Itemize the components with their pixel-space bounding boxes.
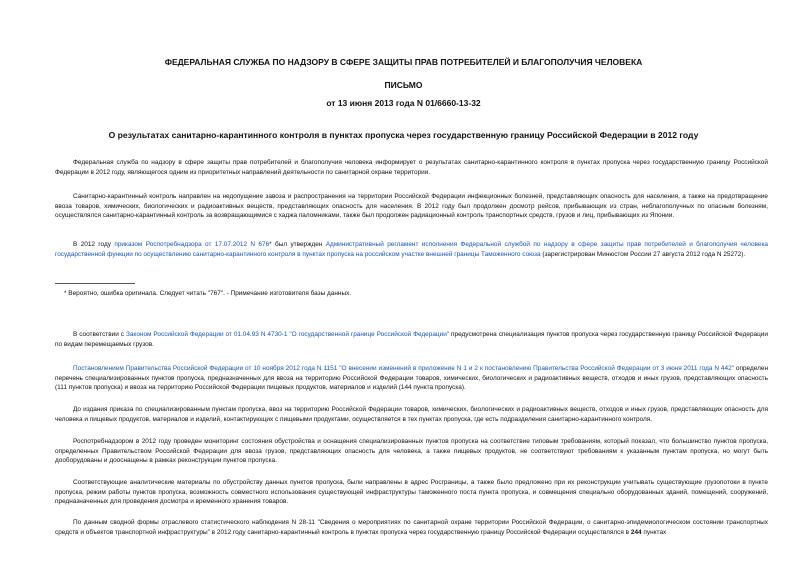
border-law-link[interactable]: Законом Российской Федерации от 01.04.93 N 4730-1 "О государственной границе Российской Федерации" <box>125 331 450 338</box>
paragraph-border-law <box>55 330 768 349</box>
footnote: * Вероятно, ошибка оригинала. Следует читать "767". - Примечание изготовителя базы данных. <box>64 290 352 297</box>
paragraph-text: (зарегистрирован Минюстом России 27 августа 2012 года N 25272). <box>540 250 746 258</box>
footnote-divider <box>55 283 135 284</box>
order-676-link[interactable]: приказом Роспотребнадзора от 17.07.2012 N 676 <box>114 241 270 248</box>
document-date-number: от 13 июня 2013 года N 01/6660-13-32 <box>326 98 481 108</box>
document-title: О результатах санитарно-карантинного контроля в пунктах пропуска через государственную границу Российской Федерации в 2012 году <box>108 130 699 140</box>
document-type: ПИСЬМО <box>384 80 423 90</box>
agency-heading: ФЕДЕРАЛЬНАЯ СЛУЖБА ПО НАДЗОРУ В СФЕРЕ ЗАЩИТЫ ПРАВ ПОТРЕБИТЕЛЕЙ И БЛАГОПОЛУЧИЯ ЧЕЛОВЕКА <box>164 57 643 67</box>
paragraph-text: определен перечень специализированных пунктов пропуска, предназначенных для ввоза на территорию Российской Федерации товаров, химических, биологических и радиоактивных веществ, отходов и иных грузов, представляющих опасность (111 пунктов пропуска) и ввоза на территорию Российской Федерации пищевых продуктов, материалов и изделий (144 пункта пропуска). <box>55 365 769 392</box>
decree-1151-link[interactable]: Постановлением Правительства Российской Федерации от 10 ноября 2012 года N 1151 "О внесении изменений в приложение N 1 и 2 к постановлению Правительства Российской Федерации от 3 июня 2011 года N 442" <box>73 365 734 372</box>
paragraph-text: В соответствии с <box>73 331 126 338</box>
paragraph-analytics: Соответствующие аналитические материалы по обустройству данных пунктов пропуска, были направлены в адрес Росграницы, а также было предложено при их реконструкции учитывать существующие грузопотоки в пункте пропуска, режим работы пунктов пропуска, возможность совместного использования существующей инфраструктуры таможенного поста пункта пропуска, и совмещения специально оборудованных зданий, помещений, сооружений, предназначенных для проведения досмотра и временного хранения товаров. <box>55 479 768 506</box>
checkpoint-count: 244 <box>630 528 642 536</box>
paragraph-control-purpose: Санитарно-карантинный контроль направлен на недопущение завоза и распространения на территории Российской Федерации инфекционных болезней, представляющих опасность для населения, а также на предотвращение ввоза товаров, химических, биологических и радиоактивных веществ, представляющих опасность для населения. В 2012 году был продолжен досмотр рейсов, прибывающих из стран, неблагополучных по опасным болезням, осуществлялся санитарно-карантинный контроль за возвращающимися с хаджа паломниками, также был продолжен радиационный контроль транспортных средств, грузов и лиц, прибывающих из Японии. <box>55 193 768 220</box>
paragraph-monitoring: Роспотребнадзором в 2012 году проведен мониторинг состояния обустройства и оснащения специализированных пунктов пропуска на соответствие типовым требованиям, который показал, что большинство пунктов пропуска, определенных Правительством Российской Федерации для ввоза грузов, представляющих опасность для человека, а также пищевых продуктов, не соответствуют требованиям к указанным пунктам пропуска, но могут быть дооборудованы и дооснащены в рамках реконструкции пунктов пропуска. <box>55 438 768 465</box>
paragraph-intro: Федеральная служба по надзору в сфере защиты прав потребителей и благополучия человека информирует о результатах санитарно-карантинного контроля в пунктах пропуска через государственную границу Российской Федерации в 2012 году, являющегося одним из приоритетных направлений деятельности по санитарной охране территории. <box>55 159 768 176</box>
paragraph-text: В 2012 году <box>73 241 115 248</box>
paragraph-text: * был утвержден <box>269 241 326 248</box>
paragraph-government-decree <box>55 364 768 393</box>
paragraph-regulation <box>55 240 768 259</box>
paragraph-text: предусмотрена специализация пунктов пропуска через государственную границу Российской Федерации по видам перемещаемых грузов. <box>55 331 768 348</box>
paragraph-before-order: До издания приказа по специализированным пунктам пропуска, ввоз на территорию Российской Федерации товаров, химических, биологических и радиоактивных веществ, отходов и иных грузов, представляющих опасность для человека и пищевых продуктов, материалов и изделий, контактирующих с пищевыми продуктами, осуществляется в тех пунктах пропуска, где есть подразделения санитарно-карантинного контроля. <box>55 406 768 423</box>
paragraph-text: По данным сводной формы отраслевого статистического наблюдения N 28-11 "Сведения о мероприятиях по санитарной охране территории Российской Федерации, о санитарно-эпидемиологическом состоянии транспортных средств и объектов транспортной инфраструктуры" в 2012 году санитарно-карантинный контроль в пунктах пропуска через государственную границу Российской Федерации осуществлялся в <box>55 519 768 536</box>
paragraph-text: пунктах <box>641 528 667 536</box>
admin-regulation-link[interactable]: Административный регламент исполнения Федеральной службой по надзору в сфере защиты прав потребителей и благополучия человека государственной функции по осуществлению санитарно-карантинного контроля в пунктах пропуска на российском участке внешней границы Таможенного союза <box>55 241 768 258</box>
paragraph-statistics <box>55 518 768 537</box>
